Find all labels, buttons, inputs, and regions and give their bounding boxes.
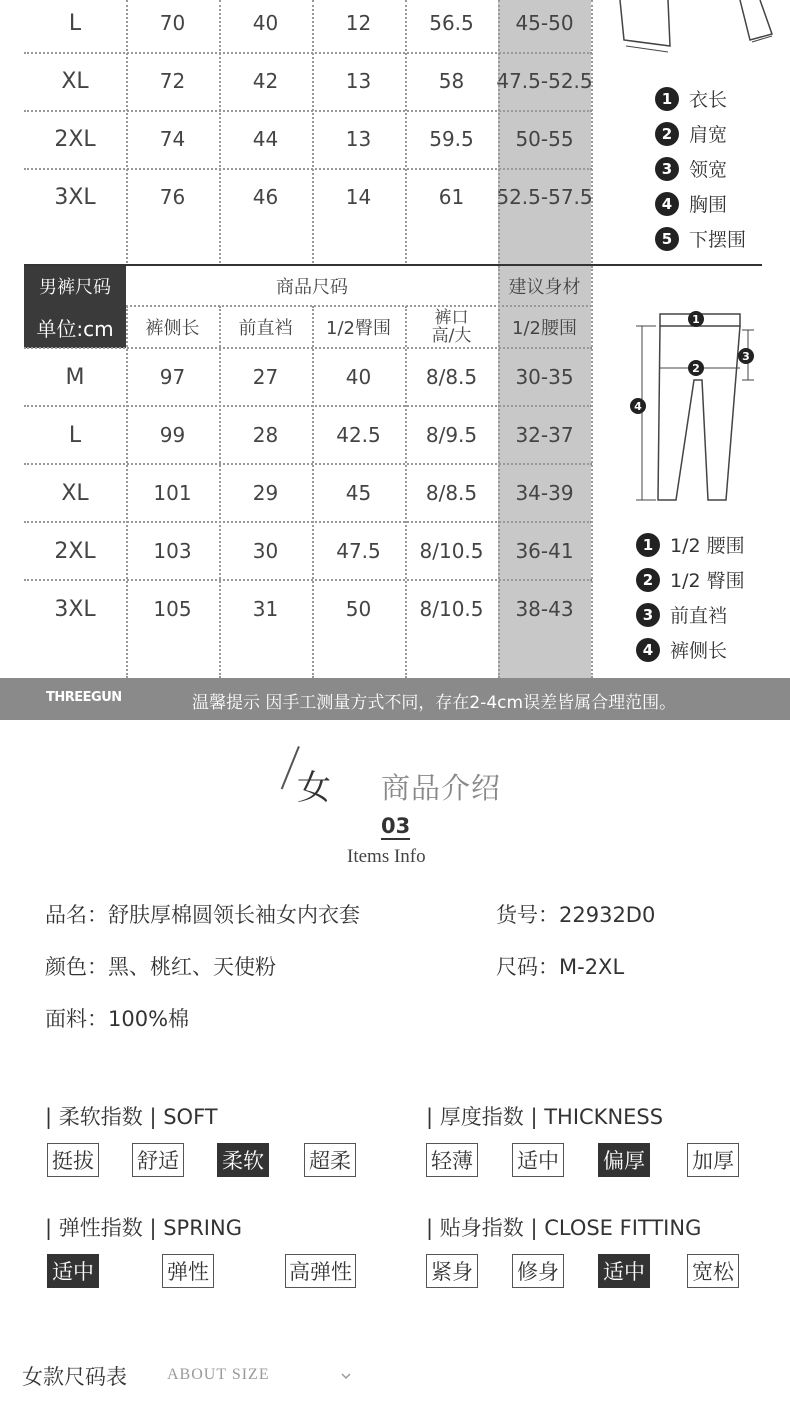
pants-diagram [620, 300, 790, 510]
diagram-marker-label: 3 [742, 350, 750, 363]
table-cell: 50-55 [515, 127, 574, 151]
table-cell: 45 [345, 481, 372, 505]
table-cell: 31 [252, 597, 279, 621]
section-subtitle: Items Info [347, 846, 426, 867]
table-cell: 28 [252, 423, 279, 447]
index-tag-selected: 柔软 [217, 1143, 269, 1177]
table-cell: 59.5 [429, 127, 474, 151]
unit-label: 单位:cm [24, 306, 126, 348]
index-title-thickness: | 厚度指数 | THICKNESS [426, 1105, 664, 1129]
index-cn: 贴身指数 [439, 1216, 524, 1240]
table-cell: 13 [345, 69, 372, 93]
column-header: 裤侧长 [145, 318, 200, 339]
table-cell: 45-50 [515, 11, 574, 35]
index-en: THICKNESS [544, 1105, 664, 1129]
table-cell: 30-35 [515, 365, 574, 389]
legend-label: 前直裆 [670, 605, 728, 627]
diagram-marker [688, 360, 704, 376]
table-cell: 38-43 [515, 597, 574, 621]
table-cell: 56.5 [429, 11, 474, 35]
index-tag: 超柔 [304, 1143, 356, 1177]
table-cell: 8/8.5 [425, 365, 478, 389]
suggest-header: 建议身材 [508, 277, 581, 298]
legend-number: 3 [655, 157, 679, 181]
index-tag: 弹性 [162, 1254, 214, 1288]
legend-label: 胸围 [689, 194, 728, 216]
size-label-cell: 2XL [54, 126, 96, 152]
diagram-marker [630, 398, 646, 414]
table-cell: 13 [345, 127, 372, 151]
diagram-marker [738, 348, 754, 364]
section-number: 03 [381, 814, 411, 838]
table-cell: 101 [153, 481, 192, 505]
table-cell: 32-37 [515, 423, 574, 447]
diagram-marker-label: 2 [692, 362, 700, 375]
size-label-cell: M [65, 364, 85, 390]
pants-table-title: 男裤尺码 [24, 266, 126, 306]
index-tag: 紧身 [426, 1254, 478, 1288]
table-cell: 44 [252, 127, 279, 151]
shirt-diagram [600, 0, 790, 60]
size-label-cell: XL [61, 480, 89, 506]
column-header: 1/2臀围 [326, 318, 391, 339]
index-tag: 挺拔 [47, 1143, 99, 1177]
diagram-marker-label: 4 [634, 400, 642, 413]
table-cell: 70 [159, 11, 186, 35]
index-tag: 舒适 [132, 1143, 184, 1177]
legend-number: 4 [636, 638, 660, 662]
size-label-cell: 3XL [54, 184, 96, 210]
chevron-down-icon[interactable] [340, 1370, 352, 1382]
product-sizes: 尺码：M-2XL [496, 955, 625, 979]
index-cn: 柔软指数 [58, 1105, 143, 1129]
legend-number: 3 [636, 603, 660, 627]
size-chart-title: 女款尺码表 [22, 1365, 127, 1389]
legend-number: 1 [636, 533, 660, 557]
group-header: 商品尺码 [276, 277, 348, 298]
index-tag-selected: 适中 [598, 1254, 650, 1288]
table-cell: 27 [252, 365, 279, 389]
table-cell: 61 [438, 185, 465, 209]
index-en: SPRING [163, 1216, 242, 1240]
column-header: 前直裆 [238, 318, 293, 339]
table-cell: 14 [345, 185, 372, 209]
table-cell: 42.5 [336, 423, 381, 447]
brand-logo: THREEGUN [46, 690, 122, 705]
section-char: 女 [297, 768, 331, 808]
table-cell: 30 [252, 539, 279, 563]
index-tag: 适中 [512, 1143, 564, 1177]
index-en: SOFT [163, 1105, 218, 1129]
index-title-fitting: | 贴身指数 | CLOSE FITTING [426, 1216, 702, 1240]
index-title-soft: | 柔软指数 | SOFT [45, 1105, 218, 1129]
diagram-marker [688, 311, 704, 327]
table-cell: 36-41 [515, 539, 574, 563]
index-title-spring: | 弹性指数 | SPRING [45, 1216, 242, 1240]
table-cell: 72 [159, 69, 186, 93]
table-cell: 8/9.5 [425, 423, 478, 447]
table-cell: 8/10.5 [419, 597, 484, 621]
legend-number: 2 [655, 122, 679, 146]
diagram-marker-label: 1 [692, 313, 700, 326]
legend-number: 1 [655, 87, 679, 111]
product-code: 货号：22932D0 [496, 903, 656, 927]
size-label-cell: XL [61, 68, 89, 94]
table-cell: 47.5 [336, 539, 381, 563]
size-chart-subtitle: ABOUT SIZE [167, 1366, 270, 1383]
size-label-cell: 2XL [54, 538, 96, 564]
table-cell: 97 [159, 365, 186, 389]
table-cell: 52.5-57.5 [496, 185, 593, 209]
legend-number: 5 [655, 227, 679, 251]
table-cell: 105 [153, 597, 192, 621]
notice-text: 温馨提示 因手工测量方式不同，存在2-4cm误差皆属合理范围。 [192, 693, 677, 713]
index-tag: 高弹性 [285, 1254, 356, 1288]
size-label-cell: L [68, 422, 82, 448]
table-cell: 58 [438, 69, 465, 93]
index-en: CLOSE FITTING [544, 1216, 702, 1240]
table-cell: 46 [252, 185, 279, 209]
legend-label: 领宽 [689, 159, 728, 181]
table-cell: 8/8.5 [425, 481, 478, 505]
table-cell: 74 [159, 127, 186, 151]
index-tag-selected: 适中 [47, 1254, 99, 1288]
index-tag: 轻薄 [426, 1143, 478, 1177]
legend-label: 肩宽 [689, 124, 728, 146]
size-label-cell: L [68, 10, 82, 36]
index-tag: 修身 [512, 1254, 564, 1288]
table-cell: 8/10.5 [419, 539, 484, 563]
table-cell: 40 [345, 365, 372, 389]
table-cell: 12 [345, 11, 372, 35]
index-cn: 厚度指数 [439, 1105, 524, 1129]
column-header: 1/2腰围 [512, 318, 577, 339]
table-cell: 76 [159, 185, 186, 209]
legend-label: 1/2 腰围 [670, 535, 745, 557]
product-name: 品名：舒肤厚棉圆领长袖女内衣套 [45, 903, 360, 927]
legend-number: 2 [636, 568, 660, 592]
product-fabric: 面料：100%棉 [45, 1007, 190, 1031]
size-label-cell: 3XL [54, 596, 96, 622]
product-colors: 颜色：黑、桃红、天使粉 [45, 955, 276, 979]
notice-bar [0, 678, 790, 720]
legend-label: 裤侧长 [670, 640, 728, 662]
table-cell: 47.5-52.5 [496, 69, 593, 93]
table-cell: 103 [153, 539, 192, 563]
table-cell: 29 [252, 481, 279, 505]
table-cell: 50 [345, 597, 372, 621]
index-cn: 弹性指数 [58, 1216, 143, 1240]
table-cell: 99 [159, 423, 186, 447]
table-cell: 40 [252, 11, 279, 35]
legend-label: 衣长 [689, 89, 728, 111]
index-tag: 宽松 [687, 1254, 739, 1288]
legend-label: 下摆围 [689, 229, 747, 251]
column-header: 裤口 高/大 [431, 308, 472, 346]
legend-label: 1/2 臀围 [670, 570, 745, 592]
table-cell: 42 [252, 69, 279, 93]
section-title: 商品介绍 [381, 771, 502, 805]
legend-number: 4 [655, 192, 679, 216]
index-tag: 加厚 [687, 1143, 739, 1177]
index-tag-selected: 偏厚 [598, 1143, 650, 1177]
table-cell: 34-39 [515, 481, 574, 505]
